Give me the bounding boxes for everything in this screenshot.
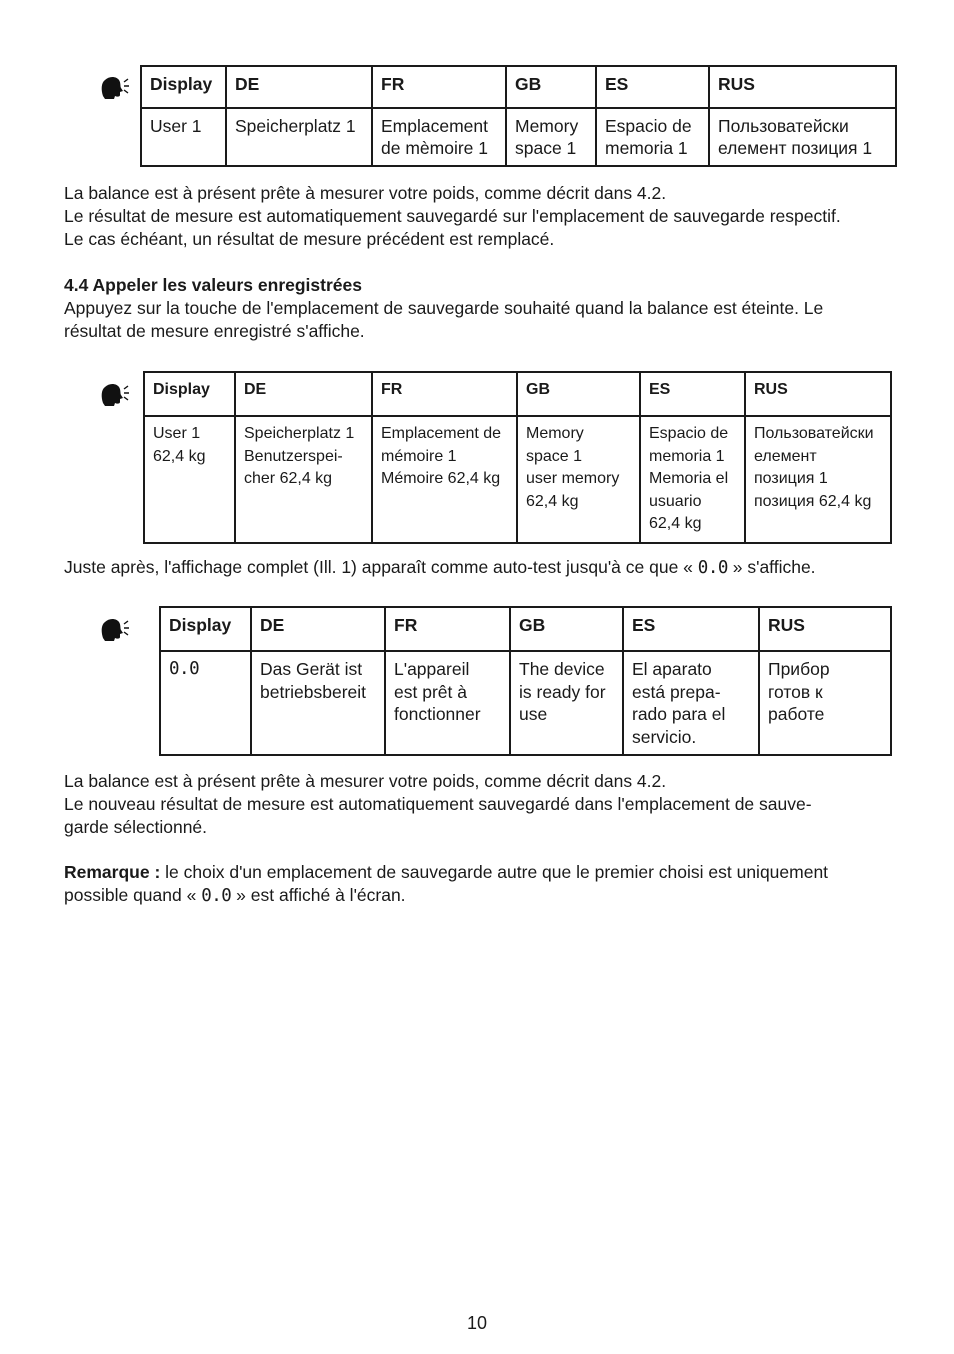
table-row	[160, 651, 891, 755]
table-cell: Прибор готов к работе	[759, 651, 891, 755]
table-cell: Speicherplatz 1	[226, 108, 372, 166]
paragraph-text: le choix d'un emplacement de sauvegarde autre que le premier choisi est uniquement	[160, 862, 829, 882]
table-cell: Пользоватейски елемент позиция 1	[709, 108, 896, 166]
table-cell: Memory space 1	[506, 108, 596, 166]
paragraph-text: » s'affiche.	[727, 557, 816, 577]
table-cell: User 1	[141, 108, 226, 166]
self-test-paragraph	[64, 556, 894, 580]
table-header-row	[160, 607, 891, 651]
table-row	[144, 416, 891, 543]
table-row	[141, 108, 896, 166]
section-recall-values	[64, 274, 894, 343]
paragraph-line: Appuyez sur la touche de l'emplacement de sauvegarde souhaité quand la balance est éteinte. Le	[64, 298, 824, 318]
column-header: RUS	[759, 607, 891, 651]
paragraph-line: résultat de mesure enregistré s'affiche.	[64, 321, 365, 341]
table-cell: Das Gerät ist betriebsbereit	[251, 651, 385, 755]
display-table-ready	[159, 606, 892, 756]
column-header: GB	[517, 372, 640, 416]
table-cell: El aparato está prepa- rado para el servicio.	[623, 651, 759, 755]
paragraph-line	[64, 861, 894, 884]
table-cell: 0.0	[160, 651, 251, 755]
table-cell: Пользоватейски елемент позиция 1 позиция 62,4 kg	[745, 416, 891, 543]
column-header: Display	[141, 66, 226, 108]
display-table-stored-value	[143, 371, 892, 544]
paragraph-text: » est affiché à l'écran.	[231, 885, 406, 905]
paragraph-line: Le nouveau résultat de mesure est automatiquement sauvegardé dans l'emplacement de sauve-	[64, 794, 812, 814]
column-header: ES	[623, 607, 759, 651]
table-header-row	[144, 372, 891, 416]
paragraph-text: Juste après, l'affichage complet (Ill. 1) apparaît comme auto-test jusqu'à ce que «	[64, 557, 698, 577]
paragraph-line	[64, 884, 894, 908]
column-header: FR	[372, 66, 506, 108]
column-header: GB	[510, 607, 623, 651]
paragraph-text: possible quand «	[64, 885, 202, 905]
table-cell: Memory space 1 user memory 62,4 kg	[517, 416, 640, 543]
column-header: DE	[235, 372, 372, 416]
column-header: FR	[372, 372, 517, 416]
display-table-memory-slot	[140, 65, 897, 167]
display-value: 0.0	[697, 558, 728, 578]
page-number: 10	[466, 1313, 488, 1333]
column-header: ES	[596, 66, 709, 108]
column-header: FR	[385, 607, 510, 651]
column-header: RUS	[745, 372, 891, 416]
display-value: 0.0	[201, 886, 232, 906]
table-cell: L'appareil est prêt à fonctionner	[385, 651, 510, 755]
column-header: RUS	[709, 66, 896, 108]
table-cell: Emplacement de mèmoire 1	[372, 108, 506, 166]
column-header: GB	[506, 66, 596, 108]
paragraph-line: Le cas échéant, un résultat de mesure précédent est remplacé.	[64, 229, 555, 249]
table-cell: The device is ready for use	[510, 651, 623, 755]
speaking-head-icon	[100, 616, 130, 642]
table-cell: Espacio de memoria 1 Memoria el usuario 62,4 kg	[640, 416, 745, 543]
column-header: Display	[160, 607, 251, 651]
paragraph-line: Le résultat de mesure est automatiquement sauvegardé sur l'emplacement de sauvegarde respectif.	[64, 206, 841, 226]
paragraph-line	[64, 556, 894, 580]
table-cell: Espacio de memoria 1	[596, 108, 709, 166]
column-header: ES	[640, 372, 745, 416]
column-header: DE	[226, 66, 372, 108]
remark-label: Remarque :	[64, 862, 161, 882]
speaking-head-icon	[100, 381, 130, 407]
new-result-paragraph	[64, 770, 894, 839]
column-header: DE	[251, 607, 385, 651]
paragraph-line: La balance est à présent prête à mesurer votre poids, comme décrit dans 4.2.	[64, 183, 667, 203]
section-heading: 4.4 Appeler les valeurs enregistrées	[64, 275, 362, 295]
remark-paragraph	[64, 861, 894, 908]
table-cell: User 1 62,4 kg	[144, 416, 235, 543]
paragraph-line: garde sélectionné.	[64, 817, 208, 837]
intro-paragraph	[64, 182, 894, 251]
table-cell: Speicherplatz 1 Benutzerspei- cher 62,4 kg	[235, 416, 372, 543]
paragraph-line: La balance est à présent prête à mesurer votre poids, comme décrit dans 4.2.	[64, 771, 667, 791]
column-header: Display	[144, 372, 235, 416]
table-header-row	[141, 66, 896, 108]
table-cell: Emplacement de mémoire 1 Mémoire 62,4 kg	[372, 416, 517, 543]
speaking-head-icon	[100, 74, 130, 100]
